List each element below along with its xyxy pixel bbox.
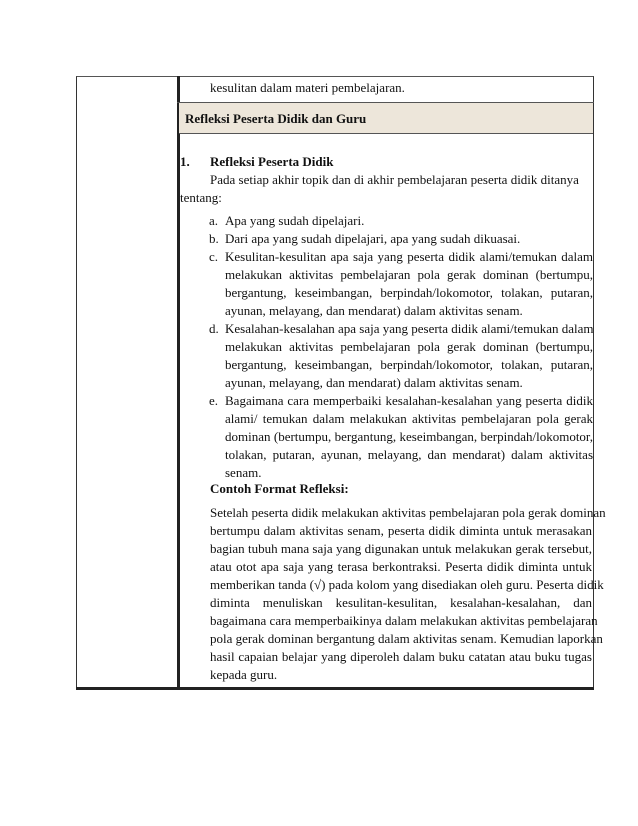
paragraph-line: Setelah peserta didik melakukan aktivitas pembelajaran pola gerak dominan (210, 505, 606, 520)
list-line: ayunan, melayang, dan mendarat) dalam aktivitas senam. (225, 375, 523, 390)
list-item (209, 212, 593, 230)
intro-line-1: Pada setiap akhir topik dan di akhir pembelajaran peserta didik ditanya (210, 172, 579, 187)
section-heading: Refleksi Peserta Didik dan Guru (185, 111, 367, 126)
list-line: Bagaimana cara memperbaiki kesalahan-kesalahan yang peserta didik (225, 393, 593, 408)
paragraph-line: bagian tubuh mana saja yang digunakan untuk melakukan gerak tersebut, (210, 541, 592, 556)
table-bottom-border (76, 687, 594, 690)
item-number: 1. (180, 154, 190, 169)
example-heading: Contoh Format Refleksi: (210, 481, 349, 496)
paragraph-line: diminta menuliskan kesulitan-kesulitan, kesalahan-kesalahan, dan (210, 595, 592, 610)
list-line: Kesulitan-kesulitan apa saja yang peserta didik alami/temukan dalam (225, 249, 593, 264)
section-heading-row (179, 103, 593, 134)
paragraph-line: memberikan tanda (√) pada kolom yang disediakan oleh guru. Peserta didik (210, 577, 604, 592)
list-label: d. (209, 321, 219, 336)
list-line: bergantung, keseimbangan, berpindah/lokomotor, tolakan, putaran, (225, 285, 593, 300)
paragraph-line: pola gerak dominan bergantung dalam aktivitas senam. Kemudian laporkan (210, 631, 603, 646)
list-item (209, 320, 593, 392)
list-line: Apa yang sudah dipelajari. (225, 213, 365, 228)
item-title: Refleksi Peserta Didik (210, 154, 334, 169)
list-line: senam. (225, 465, 262, 480)
example-paragraph (210, 504, 606, 684)
list-line: dominan (bertumpu, bergantung, keseimbangan, berpindah/lokomotor, (225, 429, 593, 444)
paragraph-line: bertumpu dalam aktivitas senam, peserta didik diminta untuk merasakan (210, 523, 592, 538)
list-label: e. (209, 393, 219, 408)
question-list (209, 212, 593, 482)
list-item (209, 230, 593, 248)
list-line: Dari apa yang sudah dipelajari, apa yang sudah dikuasai. (225, 231, 521, 246)
top-line-text: kesulitan dalam materi pembelajaran. (210, 80, 405, 95)
list-label: b. (209, 231, 219, 246)
paragraph-line: kepada guru. (210, 667, 278, 682)
list-line: melakukan aktivitas pembelajaran pola gerak dominan (bertumpu, (225, 339, 593, 354)
paragraph-line: atau otot apa saja yang terasa berkontraksi. Peserta didik diminta untuk (210, 559, 592, 574)
list-label: a. (209, 213, 219, 228)
list-line: tolakan, putaran, ayunan, melayang, dan mendarat) dalam aktivitas (225, 447, 593, 462)
list-item (209, 248, 593, 320)
list-label: c. (209, 249, 219, 264)
list-line: ayunan, melayang, dan mendarat) dalam aktivitas senam. (225, 303, 523, 318)
paragraph-line: hasil capaian belajar yang diperoleh dalam buku catatan atau buku tugas (210, 649, 592, 664)
list-item (209, 392, 593, 482)
intro-line-2: tentang: (180, 190, 222, 205)
list-line: melakukan aktivitas pembelajaran pola gerak dominan (bertumpu, (225, 267, 593, 282)
list-line: Kesalahan-kesalahan apa saja yang peserta didik alami/temukan dalam (225, 321, 594, 336)
list-line: bergantung, keseimbangan, berpindah/lokomotor, tolakan, putaran, (225, 357, 593, 372)
paragraph-line: bagaimana cara memperbaikinya dalam melakukan aktivitas pembelajaran (210, 613, 598, 628)
list-line: alami/ temukan dalam melakukan aktivitas pembelajaran pola gerak (225, 411, 593, 426)
